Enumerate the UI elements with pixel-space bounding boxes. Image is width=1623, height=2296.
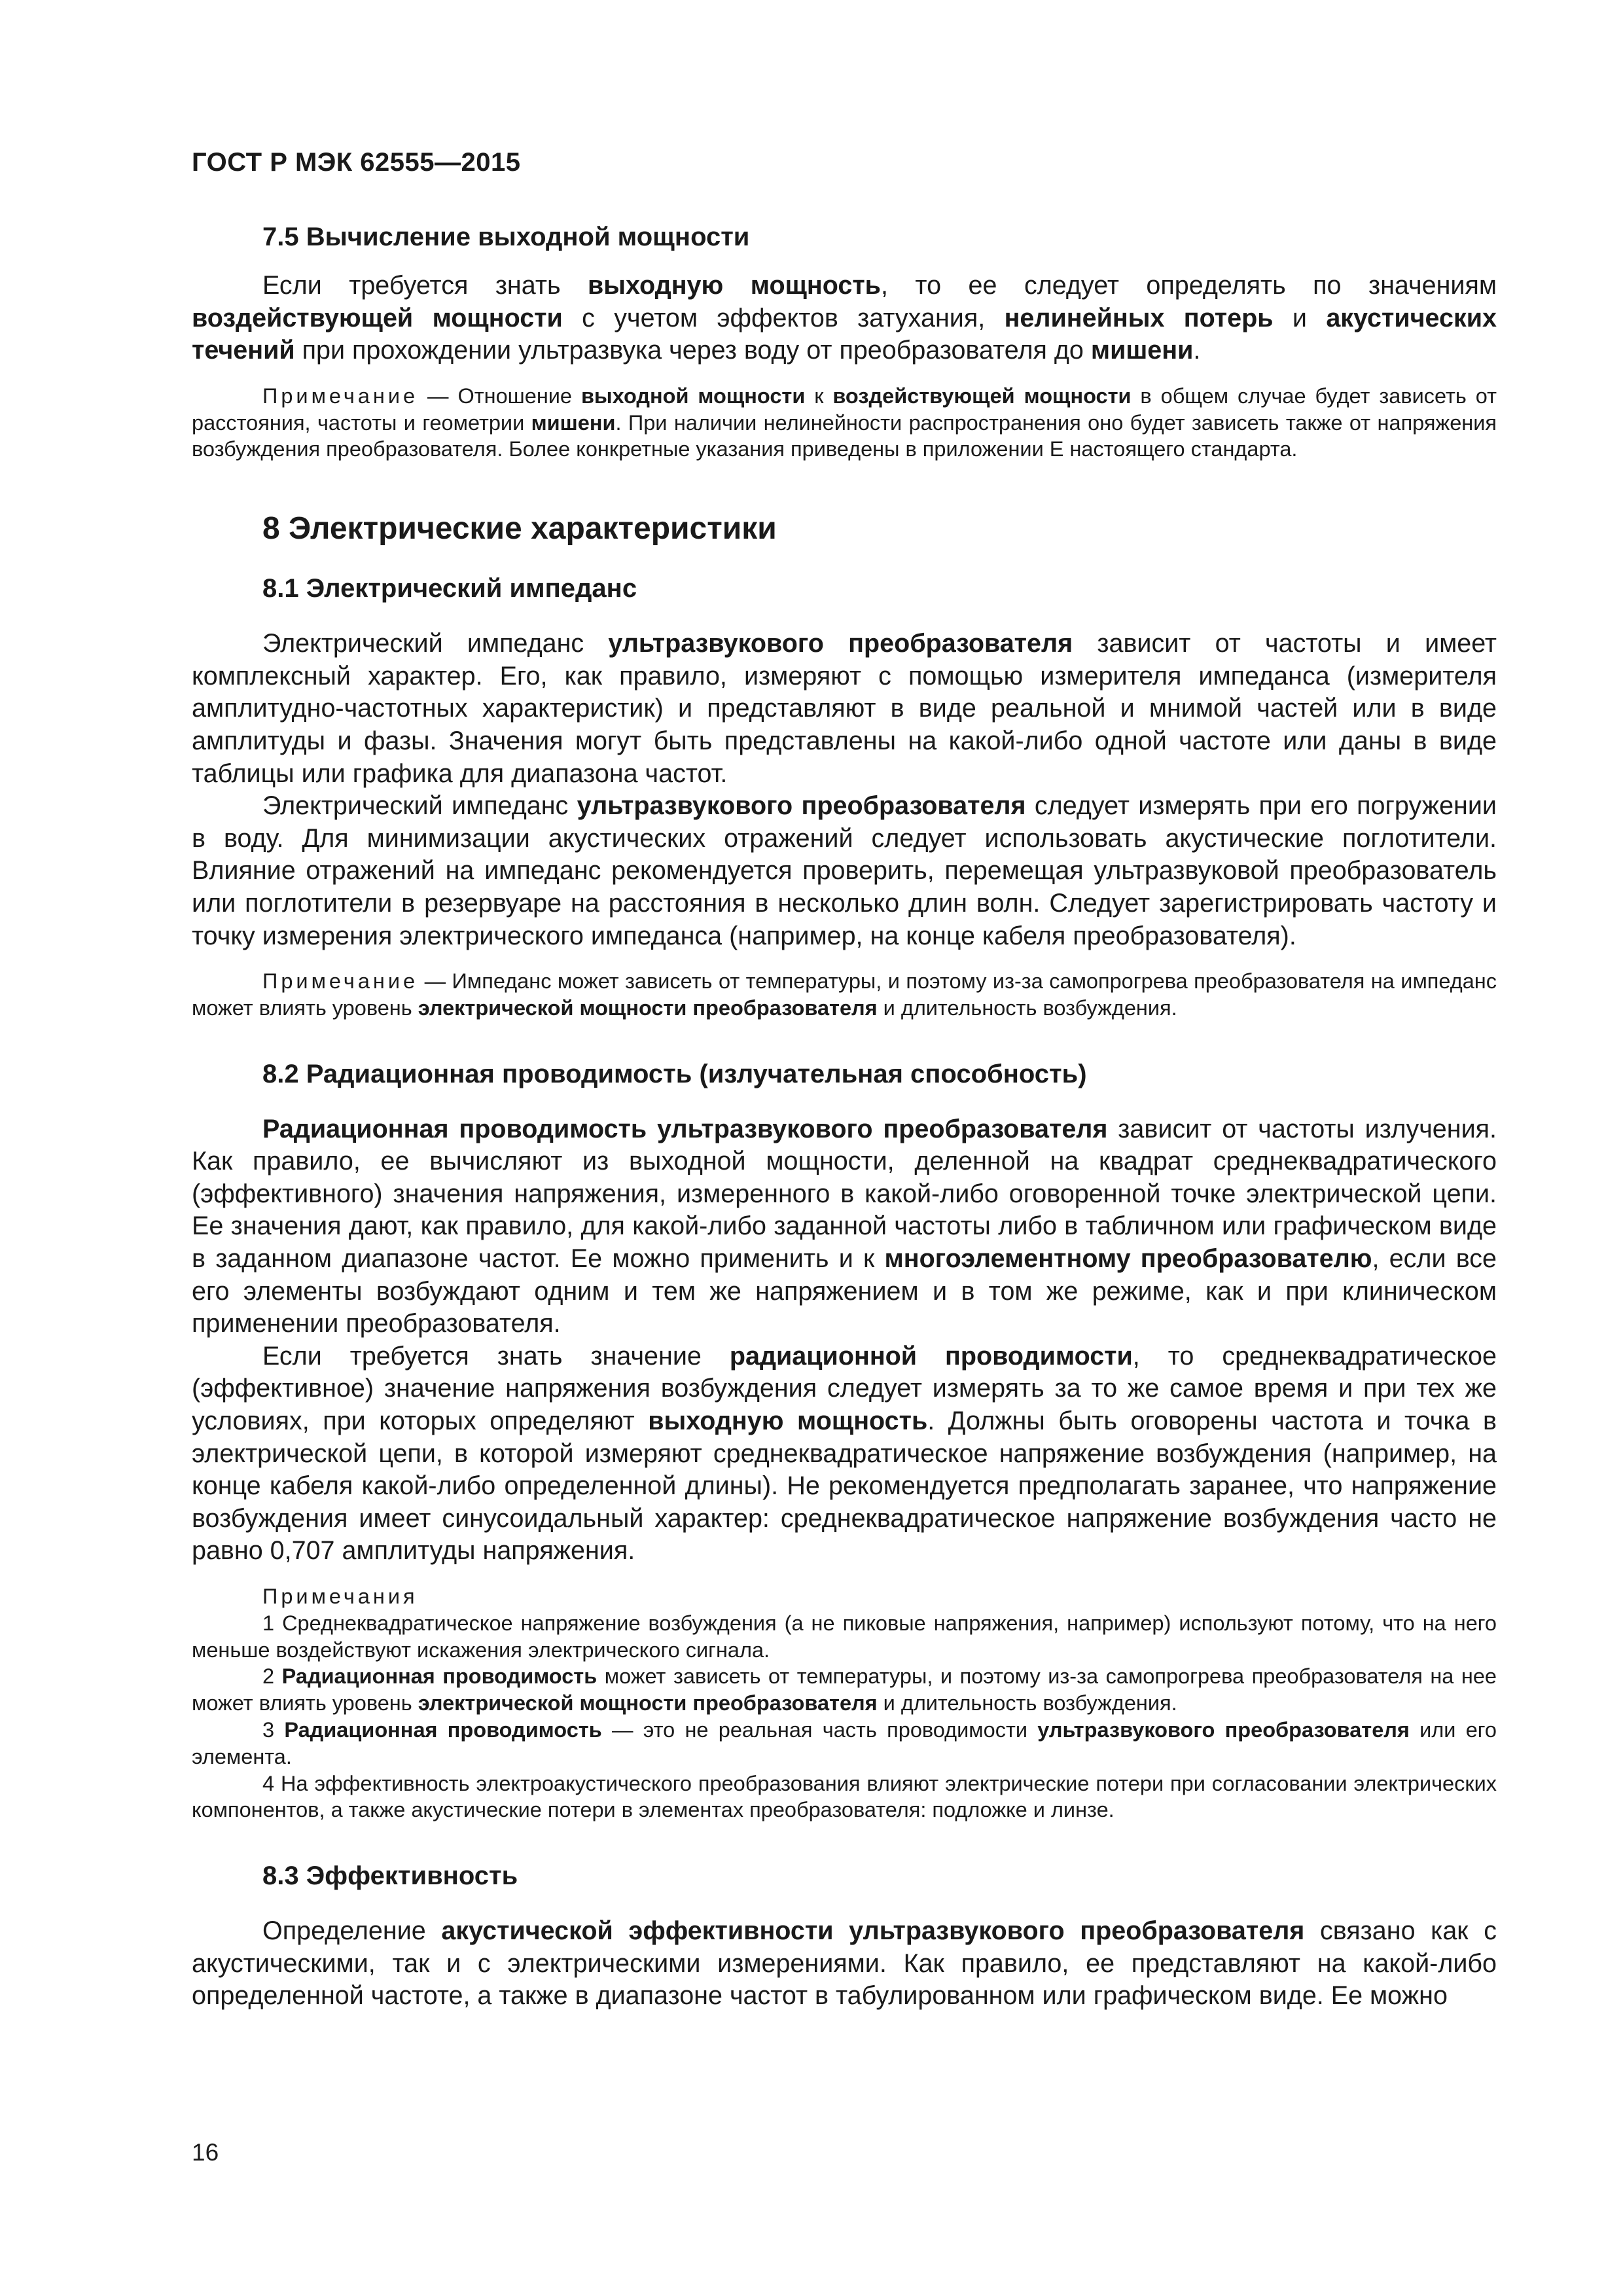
text-run: или его элемента. (192, 1718, 1497, 1768)
term-nonlinear-losses: нелинейных потерь (1004, 303, 1274, 332)
text-run: 3 (262, 1718, 285, 1742)
note-label: Примечание (262, 969, 419, 994)
text-run: с учетом эффектов затухания, (562, 303, 1005, 332)
text-run: в общем случае будет зависеть от расстояния, частоты и геометрии (192, 384, 1497, 435)
section-8-1-paragraph-1 (192, 628, 1497, 790)
text-run: связано как с акустическими, так и с электрическими измерениями. Как правило, ее представляют на какой-либо определенной частоте, а также в диапазоне частот в табулированном или графическом виде. Ее можно (192, 1916, 1497, 2011)
term-target: мишени (531, 410, 616, 435)
term-radiation-conductance: Радиационная проводимость ультразвукового преобразователя (262, 1114, 1108, 1143)
text-run: Электрический импеданс (262, 791, 577, 821)
term-ultrasonic-transducer: ультразвукового преобразователя (1037, 1718, 1410, 1742)
term-acoustic-streaming: акустических течений (192, 303, 1497, 365)
text-run: при прохождении ультразвука через воду от преобразователя до (294, 336, 1091, 365)
term-ultrasonic-transducer: ультразвукового преобразователя (608, 629, 1073, 658)
term-output-power: выходную мощность (648, 1407, 928, 1436)
term-incident-power: воздействующей мощности (832, 384, 1132, 408)
term-radiation-conductance: Радиационная проводимость (281, 1664, 597, 1689)
section-8-1-paragraph-2 (192, 790, 1497, 952)
text-run: , то ее следует определять по значениям (880, 271, 1497, 300)
section-7-5-note (192, 383, 1497, 463)
term-transducer-electrical-power: электрической мощности преобразователя (418, 996, 878, 1020)
section-8-1-title: 8.1 Электрический импеданс (262, 574, 637, 603)
text-run: следует измерять при его погружении в воду. Для минимизации акустических отражений следует использовать акустические поглотители. Влияние отражений на импеданс рекомендуется проверить, перемещая ультразвуковой преобразователь или поглотители в резервуаре на расстояния в несколько длин волн. Следует зарегистрировать частоту и точку измерения электрического импеданса (например, на конце кабеля преобразователя). (192, 791, 1497, 950)
text-run: Определение (262, 1916, 442, 1946)
text-run: может зависеть от температуры, и поэтому из-за самопрогрева преобразователя на нее может влиять уровень (192, 1664, 1497, 1715)
term-output-power: выходную мощность (588, 271, 881, 300)
text-run: зависит от частоты излучения. Как правило, ее вычисляют из выходной мощности, деленной на квадрат среднеквадратического (эффективного) значения напряжения, измеренного в какой-либо оговоренной точке электрической цепи. Ее значения дают, как правило, для какой-либо заданной частоты либо в табличном или графическом виде в заданном диапазоне частот. Ее можно применить и к (192, 1114, 1497, 1274)
section-8-1-note (192, 968, 1497, 1022)
text-run: и (1273, 303, 1327, 332)
notes-label: Примечания (262, 1585, 418, 1609)
term-ultrasonic-transducer: ультразвукового преобразователя (577, 791, 1026, 821)
document-id: ГОСТ Р МЭК 62555—2015 (192, 148, 521, 177)
text-run: . (1193, 336, 1201, 365)
text-run: зависит от частоты и имеет комплексный характер. Его, как правило, измеряют с помощью измерителя импеданса (измерителя амплитудно-частотных характеристик) и представляют в виде реальной и мнимой частей или в виде амплитуды и фазы. Значения могут быть представлены на какой-либо одной частоте или даны в виде таблицы или графика для диапазона частот. (192, 629, 1497, 788)
text-run: к (805, 384, 833, 408)
term-transducer-electrical-power: электрической мощности преобразователя (418, 1691, 878, 1715)
text-run: 1 Среднеквадратическое напряжение возбуждения (а не пиковые напряжения, например) используют потому, что на него меньше воздействуют искажения электрического сигнала. (192, 1611, 1497, 1662)
section-8-2-paragraph-2 (192, 1340, 1497, 1568)
term-acoustic-efficiency: акустической эффективности ультразвукового преобразователя (441, 1916, 1305, 1946)
text-run: — это не реальная часть проводимости (601, 1718, 1038, 1742)
text-run: — Отношение (418, 384, 581, 408)
section-7-5-title: 7.5 Вычисление выходной мощности (262, 223, 750, 251)
term-radiation-conductance: Радиационная проводимость (284, 1718, 602, 1742)
section-8-2-paragraph-1 (192, 1113, 1497, 1340)
term-incident-power: воздействующей мощности (192, 303, 563, 332)
section-8-2-note-2 (192, 1663, 1497, 1717)
text-run: . Должны быть оговорены частота и точка в электрической цепи, в которой измеряют среднеквадратическое напряжение возбуждения (например, на конце кабеля какой-либо определенной длины). Не рекомендуется предполагать заранее, что напряжение возбуждения имеет синусоидальный характер: среднеквадратическое напряжение возбуждения часто не равно 0,707 амплитуды напряжения. (192, 1407, 1497, 1566)
page-number: 16 (192, 2139, 219, 2166)
section-8-title: 8 Электрические характеристики (262, 511, 777, 547)
section-8-2-note-4 (192, 1770, 1497, 1824)
section-7-5-paragraph (192, 270, 1497, 367)
note-label: Примечание (262, 384, 419, 408)
section-8-2-note-3 (192, 1717, 1497, 1770)
text-run: 2 (262, 1664, 282, 1689)
section-8-3-paragraph (192, 1915, 1497, 2013)
text-run: , то среднеквадратическое (эффективное) значение напряжения возбуждения следует измерять за то же самое время и при тех же условиях, при которых определяют (192, 1341, 1497, 1436)
term-output-power: выходной мощности (580, 384, 806, 408)
text-run: — Импеданс может зависеть от температуры, и поэтому из-за самопрогрева преобразователя на импеданс может влиять уровень (192, 969, 1497, 1020)
section-8-2-notes-label (192, 1583, 1497, 1610)
term-target: мишени (1090, 336, 1194, 365)
text-run: 4 На эффективность электроакустического преобразования влияют электрические потери при согласовании электрических компонентов, а также акустические потери в элементах преобразователя: подложке и линзе. (192, 1771, 1497, 1822)
section-8-2-note-1 (192, 1610, 1497, 1664)
term-multi-element-transducer: многоэлементному преобразователю (884, 1244, 1372, 1274)
text-run: Если требуется знать (262, 271, 588, 300)
text-run: и длительность возбуждения. (877, 996, 1177, 1020)
text-run: Электрический импеданс (262, 629, 609, 658)
document-body (192, 220, 1497, 2013)
text-run: Если требуется знать значение (262, 1341, 730, 1371)
section-8-3-title: 8.3 Эффективность (262, 1861, 518, 1891)
text-run: . При наличии нелинейности распространения оно будет зависеть также от напряжения возбуждения преобразователя. Более конкретные указания приведены в приложении Е настоящего стандарта. (192, 410, 1497, 461)
text-run: , если все его элементы возбуждают одним и тем же напряжением и в том же режиме, как и при клиническом применении преобразователя. (192, 1244, 1497, 1338)
section-8-2-title: 8.2 Радиационная проводимость (излучательная способность) (262, 1059, 1087, 1088)
term-radiation-conductance: радиационной проводимости (729, 1341, 1133, 1371)
text-run: и длительность возбуждения. (877, 1691, 1177, 1715)
